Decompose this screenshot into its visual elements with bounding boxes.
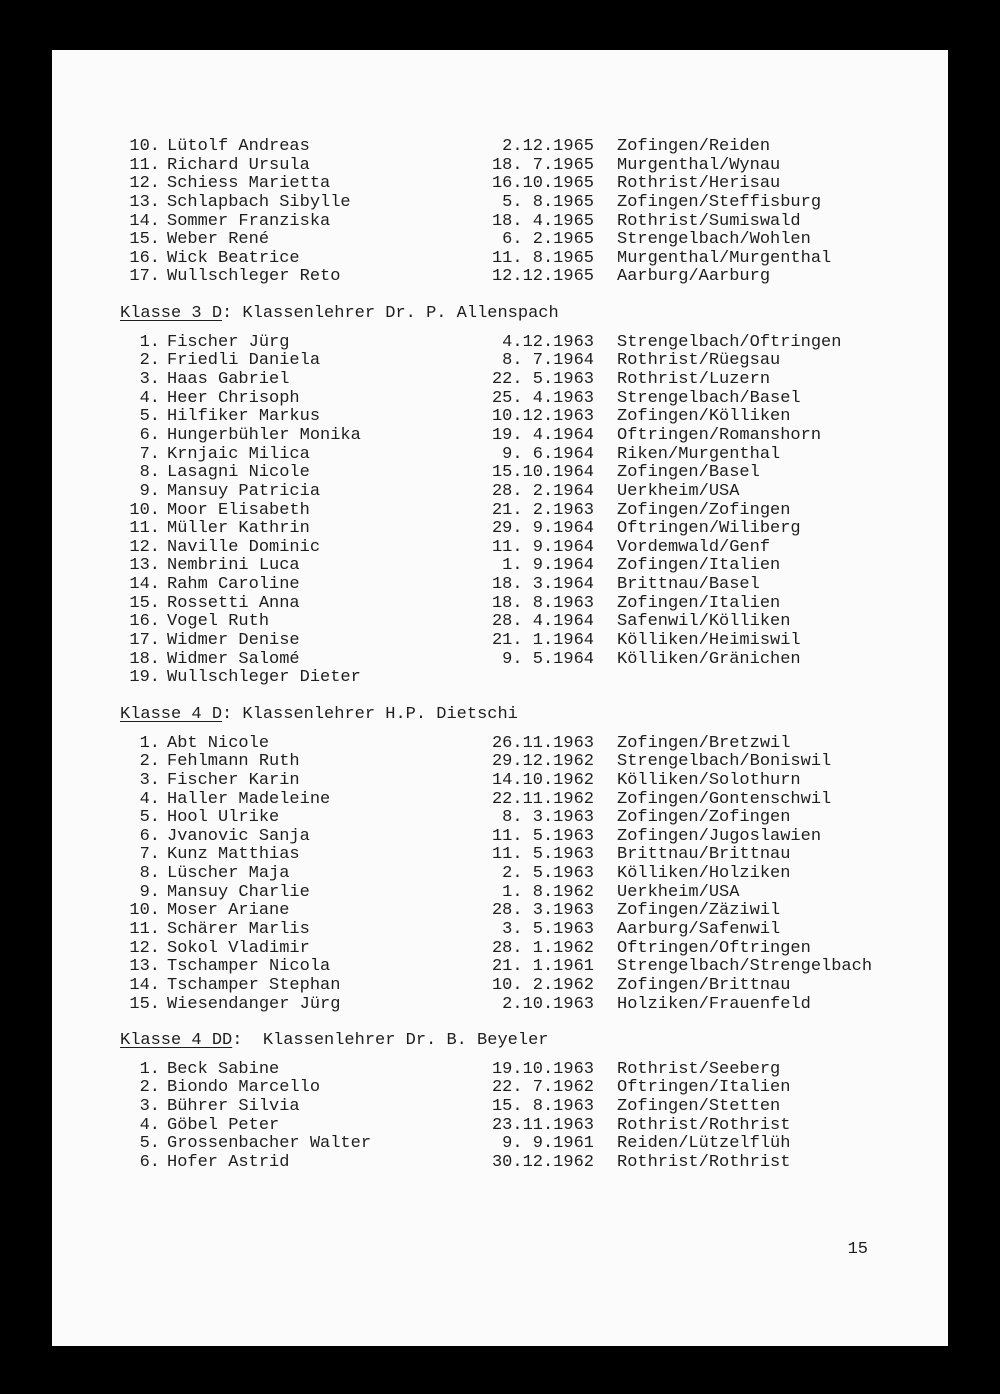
student-name: Widmer Denise <box>167 631 300 651</box>
list-item <box>120 902 920 921</box>
entry-number: 1. <box>139 1059 160 1079</box>
student-name: Lüscher Maja <box>167 864 290 884</box>
student-name: Lütolf Andreas <box>167 137 310 156</box>
entry-number: 11. <box>129 155 160 175</box>
birth-date: 22. 7.1962 <box>491 1078 594 1098</box>
list-item <box>120 250 920 269</box>
entry-number: 5. <box>139 808 160 828</box>
list-item <box>120 884 920 903</box>
student-list <box>120 138 920 1173</box>
student-name: Rossetti Anna <box>167 593 300 613</box>
residence-origin: Zofingen/Basel <box>617 463 760 483</box>
birth-date: 15. 8.1963 <box>491 1097 594 1117</box>
residence-origin: Rothrist/Sumiswald <box>617 211 801 231</box>
birth-date: 26.11.1963 <box>491 733 594 753</box>
student-name: Haas Gabriel <box>167 370 290 390</box>
birth-date: 2. 5.1963 <box>502 864 594 884</box>
list-item <box>120 464 920 483</box>
list-item <box>120 940 920 959</box>
entry-number: 4. <box>139 388 160 408</box>
entry-number: 9. <box>139 481 160 501</box>
student-name: Hilfiker Markus <box>167 407 321 427</box>
birth-date: 10.12.1963 <box>491 407 594 427</box>
student-name: Tschamper Nicola <box>167 957 331 977</box>
residence-origin: Safenwil/Kölliken <box>617 612 791 632</box>
residence-origin: Oftringen/Italien <box>617 1078 791 1098</box>
student-name: Naville Dominic <box>167 537 321 557</box>
student-name: Fischer Karin <box>167 770 300 790</box>
class-heading-3d <box>120 305 920 324</box>
birth-date: 11. 5.1963 <box>491 826 594 846</box>
entry-number: 3. <box>139 1097 160 1117</box>
class-teacher: : Klassenlehrer Dr. B. Beyeler <box>232 1031 549 1051</box>
birth-date: 28. 3.1963 <box>491 901 594 921</box>
student-name: Wick Beatrice <box>167 248 300 268</box>
student-name: Weber René <box>167 230 270 250</box>
student-name: Jvanovic Sanja <box>167 826 310 846</box>
residence-origin: Zofingen/Italien <box>617 556 781 576</box>
entry-number: 15. <box>129 230 160 250</box>
entry-number: 2. <box>139 1078 160 1098</box>
residence-origin: Zofingen/Steffisburg <box>617 192 822 212</box>
entry-number: 12. <box>129 938 160 958</box>
birth-date: 11. 9.1964 <box>491 537 594 557</box>
student-name: Widmer Salomé <box>167 649 300 669</box>
residence-origin: Aarburg/Safenwil <box>617 919 781 939</box>
residence-origin: Rothrist/Seeberg <box>617 1059 781 1079</box>
birth-date: 5. 8.1965 <box>502 192 594 212</box>
residence-origin: Brittnau/Brittnau <box>617 845 791 865</box>
residence-origin: Oftringen/Oftringen <box>617 938 811 958</box>
birth-date: 8. 7.1964 <box>502 351 594 371</box>
student-name: Schiess Marietta <box>167 174 331 194</box>
birth-date: 19.10.1963 <box>491 1059 594 1079</box>
student-name: Mansuy Charlie <box>167 882 310 902</box>
student-name: Kunz Matthias <box>167 845 300 865</box>
student-name: Tschamper Stephan <box>167 975 341 995</box>
entry-number: 17. <box>129 267 160 287</box>
residence-origin: Zofingen/Italien <box>617 593 781 613</box>
student-name: Wullschleger Dieter <box>167 668 361 688</box>
student-name: Richard Ursula <box>167 155 310 175</box>
entry-number: 13. <box>129 556 160 576</box>
list-item <box>120 809 920 828</box>
student-name: Fehlmann Ruth <box>167 752 300 772</box>
birth-date: 28. 4.1964 <box>491 612 594 632</box>
entry-number: 11. <box>129 519 160 539</box>
entry-number: 15. <box>129 593 160 613</box>
entry-number: 10. <box>129 500 160 520</box>
entry-number: 7. <box>139 444 160 464</box>
birth-date: 15.10.1964 <box>491 463 594 483</box>
student-name: Hofer Astrid <box>167 1153 290 1173</box>
student-name: Lasagni Nicole <box>167 463 310 483</box>
class-label: Klasse 3 D <box>120 304 223 324</box>
list-item <box>120 613 920 632</box>
birth-date: 10. 2.1962 <box>491 975 594 995</box>
list-item <box>120 175 920 194</box>
list-item <box>120 651 920 670</box>
list-item <box>120 483 920 502</box>
entry-number: 10. <box>129 901 160 921</box>
student-name: Abt Nicole <box>167 733 270 753</box>
residence-origin: Rothrist/Herisau <box>617 174 781 194</box>
class-teacher: : Klassenlehrer H.P. Dietschi <box>222 704 518 724</box>
entry-number: 14. <box>129 575 160 595</box>
list-item <box>120 846 920 865</box>
student-name: Mansuy Patricia <box>167 481 321 501</box>
birth-date: 29. 9.1964 <box>491 519 594 539</box>
list-item <box>120 157 920 176</box>
class-list-4dd <box>120 1061 920 1173</box>
birth-date: 8. 3.1963 <box>502 808 594 828</box>
birth-date: 9. 6.1964 <box>502 444 594 464</box>
residence-origin: Riken/Murgenthal <box>617 444 781 464</box>
residence-origin: Oftringen/Romanshorn <box>617 425 822 445</box>
residence-origin: Kölliken/Solothurn <box>617 770 801 790</box>
student-name: Wiesendanger Jürg <box>167 994 341 1014</box>
residence-origin: Kölliken/Gränichen <box>617 649 801 669</box>
entry-number: 13. <box>129 957 160 977</box>
birth-date: 2.12.1965 <box>502 137 594 156</box>
residence-origin: Strengelbach/Oftringen <box>617 332 842 352</box>
birth-date: 29.12.1962 <box>491 752 594 772</box>
birth-date: 25. 4.1963 <box>491 388 594 408</box>
list-item <box>120 791 920 810</box>
list-item <box>120 865 920 884</box>
class-label: Klasse 4 D <box>120 704 223 724</box>
residence-origin: Holziken/Frauenfeld <box>617 994 811 1014</box>
class-list-3d <box>120 334 920 688</box>
entry-number: 5. <box>139 407 160 427</box>
residence-origin: Uerkheim/USA <box>617 882 740 902</box>
residence-origin: Murgenthal/Wynau <box>617 155 781 175</box>
entry-number: 12. <box>129 174 160 194</box>
list-item <box>120 1079 920 1098</box>
birth-date: 9. 5.1964 <box>502 649 594 669</box>
entry-number: 3. <box>139 370 160 390</box>
residence-origin: Kölliken/Holziken <box>617 864 791 884</box>
student-name: Friedli Daniela <box>167 351 321 371</box>
entry-number: 4. <box>139 1115 160 1135</box>
residence-origin: Reiden/Lützelflüh <box>617 1134 791 1154</box>
list-item <box>120 194 920 213</box>
entry-number: 11. <box>129 919 160 939</box>
entry-number: 5. <box>139 1134 160 1154</box>
list-item <box>120 977 920 996</box>
residence-origin: Zofingen/Bretzwil <box>617 733 791 753</box>
residence-origin: Strengelbach/Wohlen <box>617 230 811 250</box>
entry-number: 14. <box>129 211 160 231</box>
residence-origin: Zofingen/Zofingen <box>617 808 791 828</box>
birth-date: 18. 7.1965 <box>491 155 594 175</box>
residence-origin: Kölliken/Heimiswil <box>617 631 801 651</box>
birth-date: 28. 1.1962 <box>491 938 594 958</box>
birth-date: 11. 5.1963 <box>491 845 594 865</box>
residence-origin: Zofingen/Jugoslawien <box>617 826 822 846</box>
birth-date: 18. 3.1964 <box>491 575 594 595</box>
class-label: Klasse 4 DD <box>120 1031 233 1051</box>
list-item <box>120 1117 920 1136</box>
birth-date: 22.11.1962 <box>491 789 594 809</box>
list-item <box>120 446 920 465</box>
student-name: Sommer Franziska <box>167 211 331 231</box>
residence-origin: Strengelbach/Strengelbach <box>617 957 873 977</box>
list-item <box>120 557 920 576</box>
residence-origin: Rothrist/Luzern <box>617 370 771 390</box>
list-item <box>120 371 920 390</box>
birth-date: 14.10.1962 <box>491 770 594 790</box>
residence-origin: Zofingen/Stetten <box>617 1097 781 1117</box>
page-number: 15 <box>847 1240 868 1259</box>
list-item <box>120 268 920 287</box>
birth-date: 3. 5.1963 <box>502 919 594 939</box>
entry-number: 4. <box>139 789 160 809</box>
birth-date: 6. 2.1965 <box>502 230 594 250</box>
birth-date: 19. 4.1964 <box>491 425 594 445</box>
entry-number: 10. <box>129 137 160 156</box>
residence-origin: Murgenthal/Murgenthal <box>617 248 832 268</box>
residence-origin: Brittnau/Basel <box>617 575 760 595</box>
list-item <box>120 595 920 614</box>
birth-date: 18. 8.1963 <box>491 593 594 613</box>
student-name: Hungerbühler Monika <box>167 425 361 445</box>
entry-number: 19. <box>129 668 160 688</box>
entry-number: 6. <box>139 826 160 846</box>
entry-number: 8. <box>139 864 160 884</box>
entry-number: 8. <box>139 463 160 483</box>
list-item <box>120 213 920 232</box>
list-item <box>120 539 920 558</box>
residence-origin: Zofingen/Brittnau <box>617 975 791 995</box>
entry-number: 6. <box>139 425 160 445</box>
residence-origin: Zofingen/Zofingen <box>617 500 791 520</box>
list-item <box>120 1098 920 1117</box>
student-name: Wullschleger Reto <box>167 267 341 287</box>
list-item <box>120 958 920 977</box>
residence-origin: Oftringen/Wiliberg <box>617 519 801 539</box>
entry-number: 17. <box>129 631 160 651</box>
entry-number: 14. <box>129 975 160 995</box>
student-name: Moser Ariane <box>167 901 290 921</box>
list-item <box>120 352 920 371</box>
birth-date: 9. 9.1961 <box>502 1134 594 1154</box>
class-teacher: : Klassenlehrer Dr. P. Allenspach <box>222 304 559 324</box>
residence-origin: Zofingen/Gontenschwil <box>617 789 832 809</box>
student-name: Göbel Peter <box>167 1115 280 1135</box>
list-item <box>120 735 920 754</box>
entry-number: 1. <box>139 733 160 753</box>
student-name: Nembrini Luca <box>167 556 300 576</box>
document-page <box>52 50 948 1346</box>
student-name: Grossenbacher Walter <box>167 1134 372 1154</box>
list-item <box>120 996 920 1015</box>
entry-number: 1. <box>139 332 160 352</box>
list-item <box>120 753 920 772</box>
student-name: Moor Elisabeth <box>167 500 310 520</box>
residence-origin: Zofingen/Zäziwil <box>617 901 781 921</box>
entry-number: 7. <box>139 845 160 865</box>
student-name: Beck Sabine <box>167 1059 280 1079</box>
residence-origin: Vordemwald/Genf <box>617 537 771 557</box>
birth-date: 1. 9.1964 <box>502 556 594 576</box>
list-item <box>120 576 920 595</box>
student-name: Heer Chrisoph <box>167 388 300 408</box>
entry-number: 12. <box>129 537 160 557</box>
student-name: Biondo Marcello <box>167 1078 321 1098</box>
list-item <box>120 390 920 409</box>
student-name: Schlapbach Sibylle <box>167 192 351 212</box>
entry-number: 16. <box>129 248 160 268</box>
birth-date: 30.12.1962 <box>491 1153 594 1173</box>
residence-origin: Strengelbach/Basel <box>617 388 801 408</box>
list-item <box>120 231 920 250</box>
birth-date: 28. 2.1964 <box>491 481 594 501</box>
student-name: Hool Ulrike <box>167 808 280 828</box>
residence-origin: Rothrist/Rüegsau <box>617 351 781 371</box>
list-item <box>120 408 920 427</box>
list-item <box>120 520 920 539</box>
class-list-4d <box>120 735 920 1015</box>
birth-date: 21. 2.1963 <box>491 500 594 520</box>
entry-number: 18. <box>129 649 160 669</box>
residence-origin: Rothrist/Rothrist <box>617 1153 791 1173</box>
residence-origin: Uerkheim/USA <box>617 481 740 501</box>
entry-number: 6. <box>139 1153 160 1173</box>
list-item <box>120 921 920 940</box>
list-item <box>120 772 920 791</box>
entry-number: 9. <box>139 882 160 902</box>
student-name: Sokol Vladimir <box>167 938 310 958</box>
birth-date: 1. 8.1962 <box>502 882 594 902</box>
list-item <box>120 632 920 651</box>
student-name: Krnjaic Milica <box>167 444 310 464</box>
entry-number: 13. <box>129 192 160 212</box>
class-heading-4dd <box>120 1032 920 1051</box>
continuation-list <box>120 138 920 287</box>
list-item <box>120 138 920 157</box>
entry-number: 15. <box>129 994 160 1014</box>
student-name: Vogel Ruth <box>167 612 270 632</box>
student-name: Müller Kathrin <box>167 519 310 539</box>
student-name: Rahm Caroline <box>167 575 300 595</box>
residence-origin: Strengelbach/Boniswil <box>617 752 832 772</box>
list-item <box>120 1154 920 1173</box>
student-name: Fischer Jürg <box>167 332 290 352</box>
list-item <box>120 334 920 353</box>
birth-date: 18. 4.1965 <box>491 211 594 231</box>
residence-origin: Rothrist/Rothrist <box>617 1115 791 1135</box>
student-name: Schärer Marlis <box>167 919 310 939</box>
student-name: Bührer Silvia <box>167 1097 300 1117</box>
entry-number: 16. <box>129 612 160 632</box>
birth-date: 21. 1.1964 <box>491 631 594 651</box>
birth-date: 2.10.1963 <box>502 994 594 1014</box>
entry-number: 3. <box>139 770 160 790</box>
list-item <box>120 669 920 688</box>
list-item <box>120 427 920 446</box>
birth-date: 16.10.1965 <box>491 174 594 194</box>
list-item <box>120 1061 920 1080</box>
residence-origin: Zofingen/Kölliken <box>617 407 791 427</box>
list-item <box>120 502 920 521</box>
class-heading-4d <box>120 706 920 725</box>
birth-date: 4.12.1963 <box>502 332 594 352</box>
birth-date: 23.11.1963 <box>491 1115 594 1135</box>
student-name: Haller Madeleine <box>167 789 331 809</box>
residence-origin: Zofingen/Reiden <box>617 137 771 156</box>
entry-number: 2. <box>139 351 160 371</box>
entry-number: 2. <box>139 752 160 772</box>
list-item <box>120 828 920 847</box>
birth-date: 12.12.1965 <box>491 267 594 287</box>
birth-date: 22. 5.1963 <box>491 370 594 390</box>
residence-origin: Aarburg/Aarburg <box>617 267 771 287</box>
birth-date: 11. 8.1965 <box>491 248 594 268</box>
birth-date: 21. 1.1961 <box>491 957 594 977</box>
list-item <box>120 1135 920 1154</box>
